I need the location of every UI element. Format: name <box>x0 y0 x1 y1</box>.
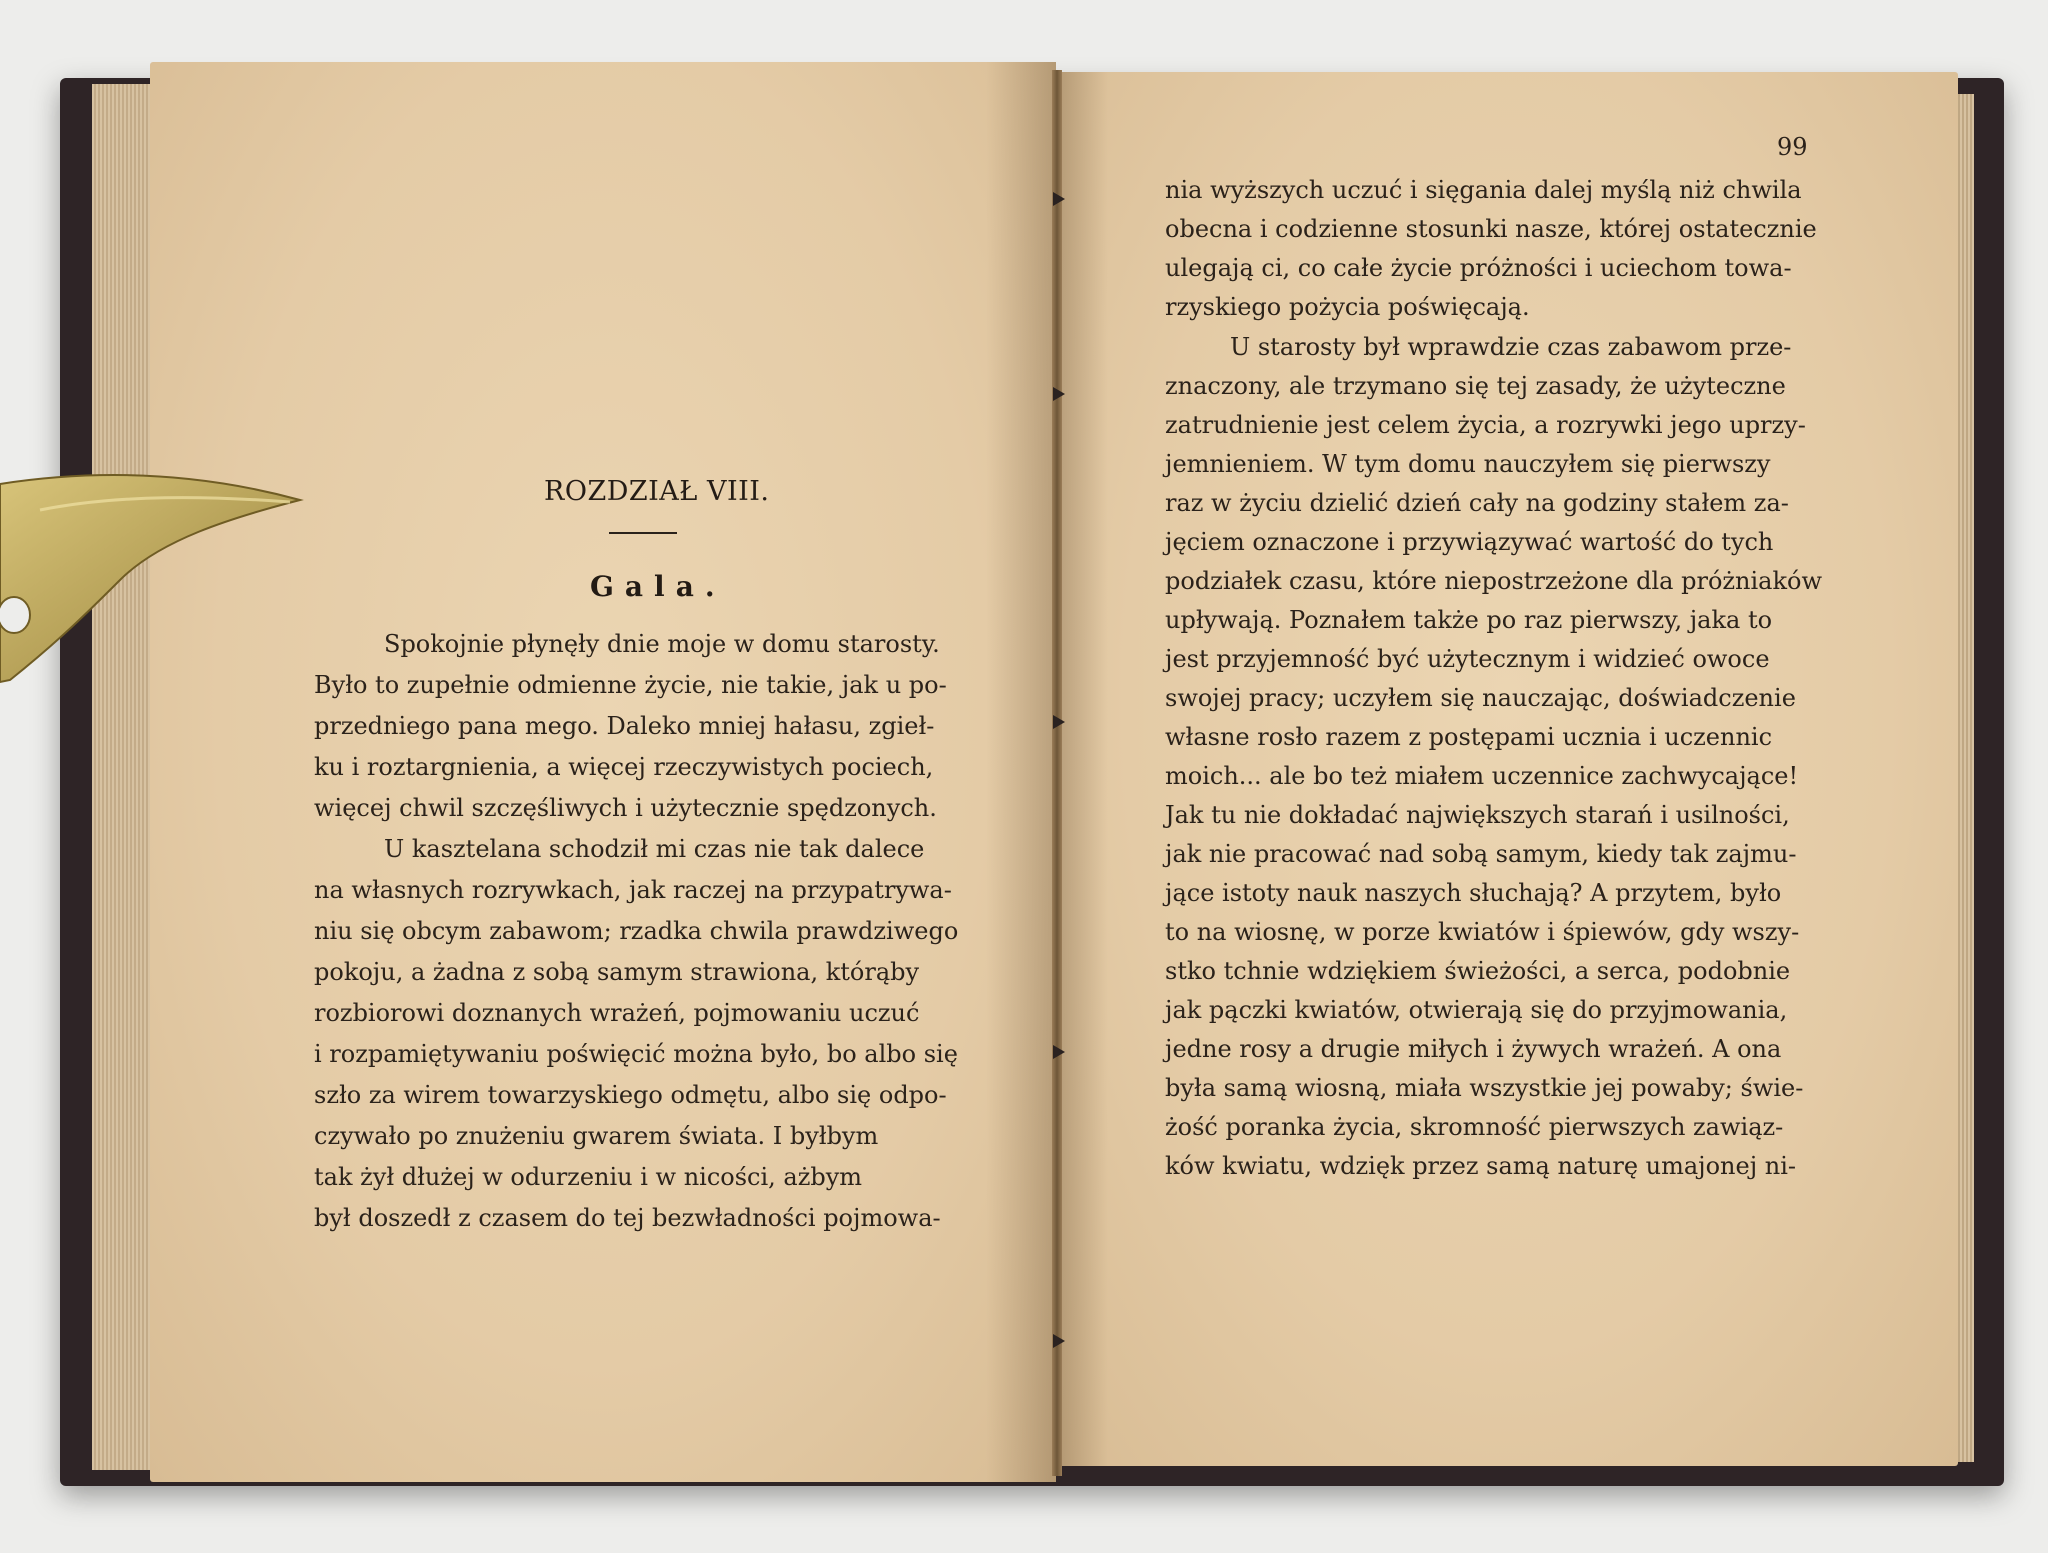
left-text-line: więcej chwil szczęśliwych i użytecznie spędzonych. <box>314 794 937 822</box>
right-text-line: rzyskiego pożycia poświęcają. <box>1165 293 1530 321</box>
right-text-line: Jak tu nie dokładać największych starań i usilności, <box>1165 801 1790 829</box>
left-text-line: przedniego pana mego. Daleko mniej hałasu, zgieł- <box>314 712 935 740</box>
left-text-line: czywało po znużeniu gwarem świata. I byłbym <box>314 1122 879 1150</box>
left-text-line: Było to zupełnie odmienne życie, nie takie, jak u po- <box>314 671 947 699</box>
right-text-line: nia wyższych uczuć i sięgania dalej myślą niż chwila <box>1165 176 1802 204</box>
right-text-line: była samą wiosną, miała wszystkie jej powaby; świe- <box>1165 1074 1804 1102</box>
left-text-line: niu się obcym zabawom; rzadka chwila prawdziwego <box>314 917 959 945</box>
left-text-line: szło za wirem towarzyskiego odmętu, albo się odpo- <box>314 1081 947 1109</box>
right-text-line: jące istoty nauk naszych słuchają? A przytem, było <box>1165 879 1782 907</box>
right-text-line: jest przyjemność być użytecznym i widzieć owoce <box>1165 645 1770 673</box>
right-text-line: raz w życiu dzielić dzień cały na godziny stałem za- <box>1165 489 1789 517</box>
right-text-line: U starosty był wprawdzie czas zabawom prze- <box>1230 333 1792 361</box>
left-text-line: pokoju, a żadna z sobą samym strawiona, którąby <box>314 958 920 986</box>
chapter-divider <box>609 532 677 534</box>
right-text-line: swojej pracy; uczyłem się nauczając, doświadczenie <box>1165 684 1796 712</box>
right-text-line: upływają. Poznałem także po raz pierwszy, jaka to <box>1165 606 1773 634</box>
left-text-line: na własnych rozrywkach, jak raczej na przypatrywa- <box>314 876 952 904</box>
left-text-line: i rozpamiętywaniu poświęcić można było, bo albo się <box>314 1040 958 1068</box>
right-text-line: ulegają ci, co całe życie próżności i uciechom towa- <box>1165 254 1792 282</box>
right-text-line: podziałek czasu, które niepostrzeżone dla próżniaków <box>1165 567 1823 595</box>
left-text-line: Spokojnie płynęły dnie moje w domu starosty. <box>384 630 940 658</box>
chapter-heading: ROZDZIAŁ VIII. <box>544 476 770 507</box>
right-text-line: własne rosło razem z postępami ucznia i uczennic <box>1165 723 1773 751</box>
brass-page-knife-icon <box>0 470 310 690</box>
left-text-line: był doszedł z czasem do tej bezwładności pojmowa- <box>314 1204 941 1232</box>
right-text-line: jęciem oznaczone i przywiązywać wartość do tych <box>1165 528 1774 556</box>
left-text-line: ku i roztargnienia, a więcej rzeczywistych pociech, <box>314 753 934 781</box>
right-text-line: obecna i codzienne stosunki nasze, której ostatecznie <box>1165 215 1817 243</box>
left-text-line: rozbiorowi doznanych wrażeń, pojmowaniu uczuć <box>314 999 920 1027</box>
right-text-line: zatrudnienie jest celem życia, a rozrywki jego uprzy- <box>1165 411 1806 439</box>
right-text-line: znaczony, ale trzymano się tej zasady, że użyteczne <box>1165 372 1786 400</box>
right-text-line: to na wiosnę, w porze kwiatów i śpiewów, gdy wszy- <box>1165 918 1800 946</box>
right-text-line: moich... ale bo też miałem uczennice zachwycające! <box>1165 762 1799 790</box>
left-text-line: tak żył dłużej w odurzeniu i w nicości, ażbym <box>314 1163 863 1191</box>
page-number: 99 <box>1777 133 1808 161</box>
right-text-line: jak nie pracować nad sobą samym, kiedy tak zajmu- <box>1165 840 1797 868</box>
book-gutter <box>1052 70 1062 1476</box>
right-text-line: stko tchnie wdziękiem świeżości, a serca, podobnie <box>1165 957 1791 985</box>
right-text-line: jak pączki kwiatów, otwierają się do przyjmowania, <box>1165 996 1788 1024</box>
section-heading: Gala. <box>590 570 726 603</box>
right-text-line: ków kwiatu, wdzięk przez samą naturę umajonej ni- <box>1165 1152 1797 1180</box>
right-text-line: jedne rosy a drugie miłych i żywych wrażeń. A ona <box>1165 1035 1782 1063</box>
right-text-line: jemnieniem. W tym domu nauczyłem się pierwszy <box>1165 450 1771 478</box>
left-text-line: U kasztelana schodził mi czas nie tak dalece <box>384 835 925 863</box>
right-text-line: żość poranka życia, skromność pierwszych zawiąz- <box>1165 1113 1784 1141</box>
